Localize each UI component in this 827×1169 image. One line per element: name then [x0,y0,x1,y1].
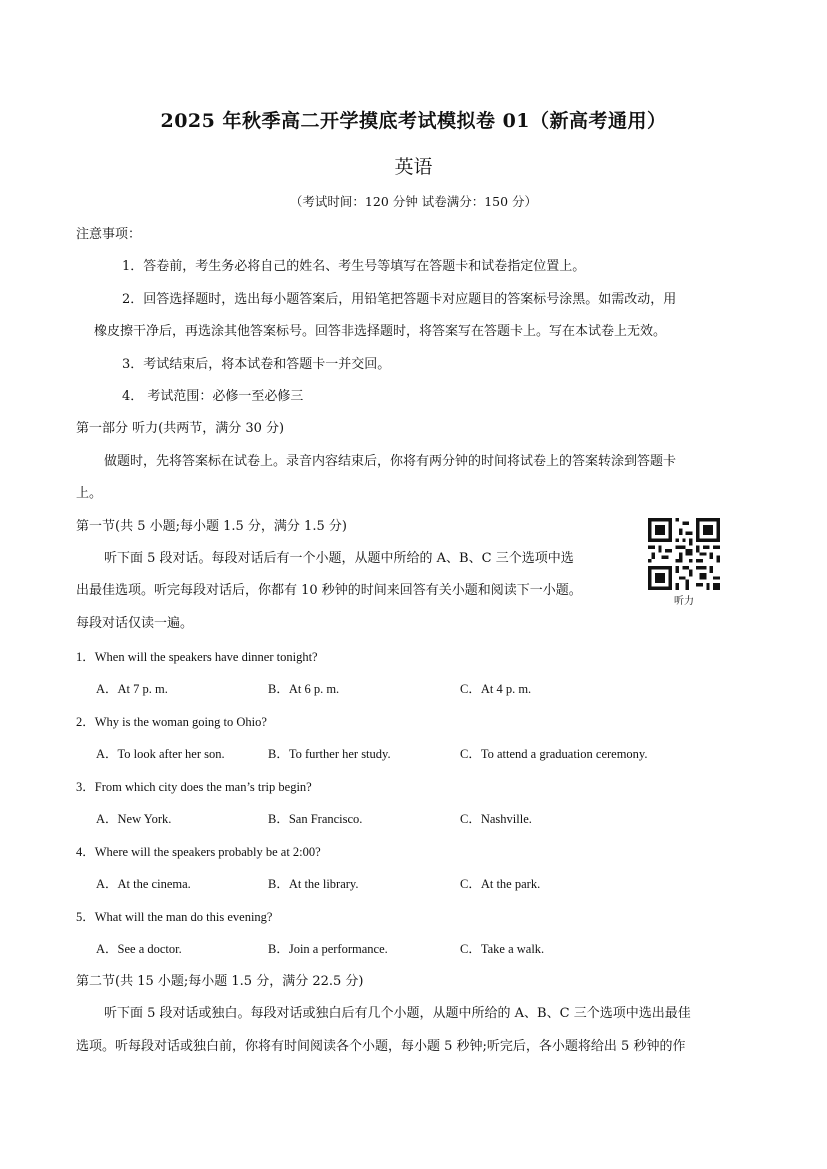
question-5-stem: 5．What will the man do this evening? [76,910,273,924]
question-5-option-a: A．See a doctor. [96,942,182,956]
note-item-4: 4． 考试范围：必修一至必修三 [122,389,304,404]
section2-intro-line-1: 听下面 5 段对话或独白。每段对话或独白后有几个小题，从题中所给的 A、B、C 三个选项中选出最佳 [104,1006,691,1021]
question-2-stem: 2．Why is the woman going to Ohio? [76,715,267,729]
question-2-option-c: C．To attend a graduation ceremony. [460,747,648,761]
note-item-2-line-2: 橡皮擦干净后，再选涂其他答案标号。回答非选择题时，将答案写在答题卡上。写在本试卷上无效。 [94,324,667,339]
question-5-option-b: B．Join a performance. [268,942,388,956]
question-4-option-b: B．At the library. [268,877,359,891]
page-title: 2025 年秋季高二开学摸底考试模拟卷 01（新高考通用） [160,110,667,132]
part1-heading: 第一部分 听力(共两节，满分 30 分) [76,421,285,436]
question-2-option-b: B．To further her study. [268,747,391,761]
note-item-1: 1．答卷前，考生务必将自己的姓名、考生号等填写在答题卡和试卷指定位置上。 [122,259,586,274]
question-4-option-c: C．At the park. [460,877,541,891]
notes-heading: 注意事项： [76,227,142,242]
question-5-option-c: C．Take a walk. [460,942,545,956]
part1-intro-line-1: 做题时，先将答案标在试卷上。录音内容结束后，你将有两分钟的时间将试卷上的答案转涂到答题卡 [104,454,677,469]
section1-intro-line-3: 每段对话仅读一遍。 [76,616,194,631]
question-3-option-b: B．San Francisco. [268,812,363,826]
section1-heading: 第一节(共 5 小题;每小题 1.5 分，满分 1.5 分) [76,519,347,534]
section1-intro-line-1: 听下面 5 段对话。每段对话后有一个小题，从题中所给的 A、B、C 三个选项中选 [104,551,574,566]
section1-intro-line-2: 出最佳选项。听完每段对话后，你都有 10 秒钟的时间来回答有关小题和阅读下一小题。 [76,583,582,598]
question-4-stem: 4．Where will the speakers probably be at 2:00? [76,845,321,859]
question-1-option-b: B．At 6 p. m. [268,682,340,696]
question-1-option-a: A．At 7 p. m. [96,682,168,696]
part1-intro-line-2: 上。 [76,486,103,501]
subject-heading: 英语 [394,156,433,178]
note-item-2-line-1: 2．回答选择题时，选出每小题答案后，用铅笔把答题卡对应题目的答案标号涂黑。如需改动，用 [122,292,677,307]
question-1-option-c: C．At 4 p. m. [460,682,532,696]
qr-code-label: 听力 [674,596,694,607]
question-3-option-a: A．New York. [96,812,172,826]
question-4-option-a: A．At the cinema. [96,877,191,891]
section2-intro-line-2: 选项。听每段对话或独白前，你将有时间阅读各个小题，每小题 5 秒钟;听完后，各小题将给出 5 秒钟的作 [76,1039,686,1054]
question-3-stem: 3．From which city does the man’s trip begin? [76,780,312,794]
question-1-stem: 1．When will the speakers have dinner tonight? [76,650,318,664]
exam-info: （考试时间：120 分钟 试卷满分：150 分） [289,194,538,209]
section2-heading: 第二节(共 15 小题;每小题 1.5 分，满分 22.5 分) [76,974,364,989]
qr-code-icon[interactable] [648,518,720,590]
question-2-option-a: A．To look after her son. [96,747,225,761]
note-item-3: 3．考试结束后，将本试卷和答题卡一并交回。 [122,357,391,372]
question-3-option-c: C．Nashville. [460,812,532,826]
